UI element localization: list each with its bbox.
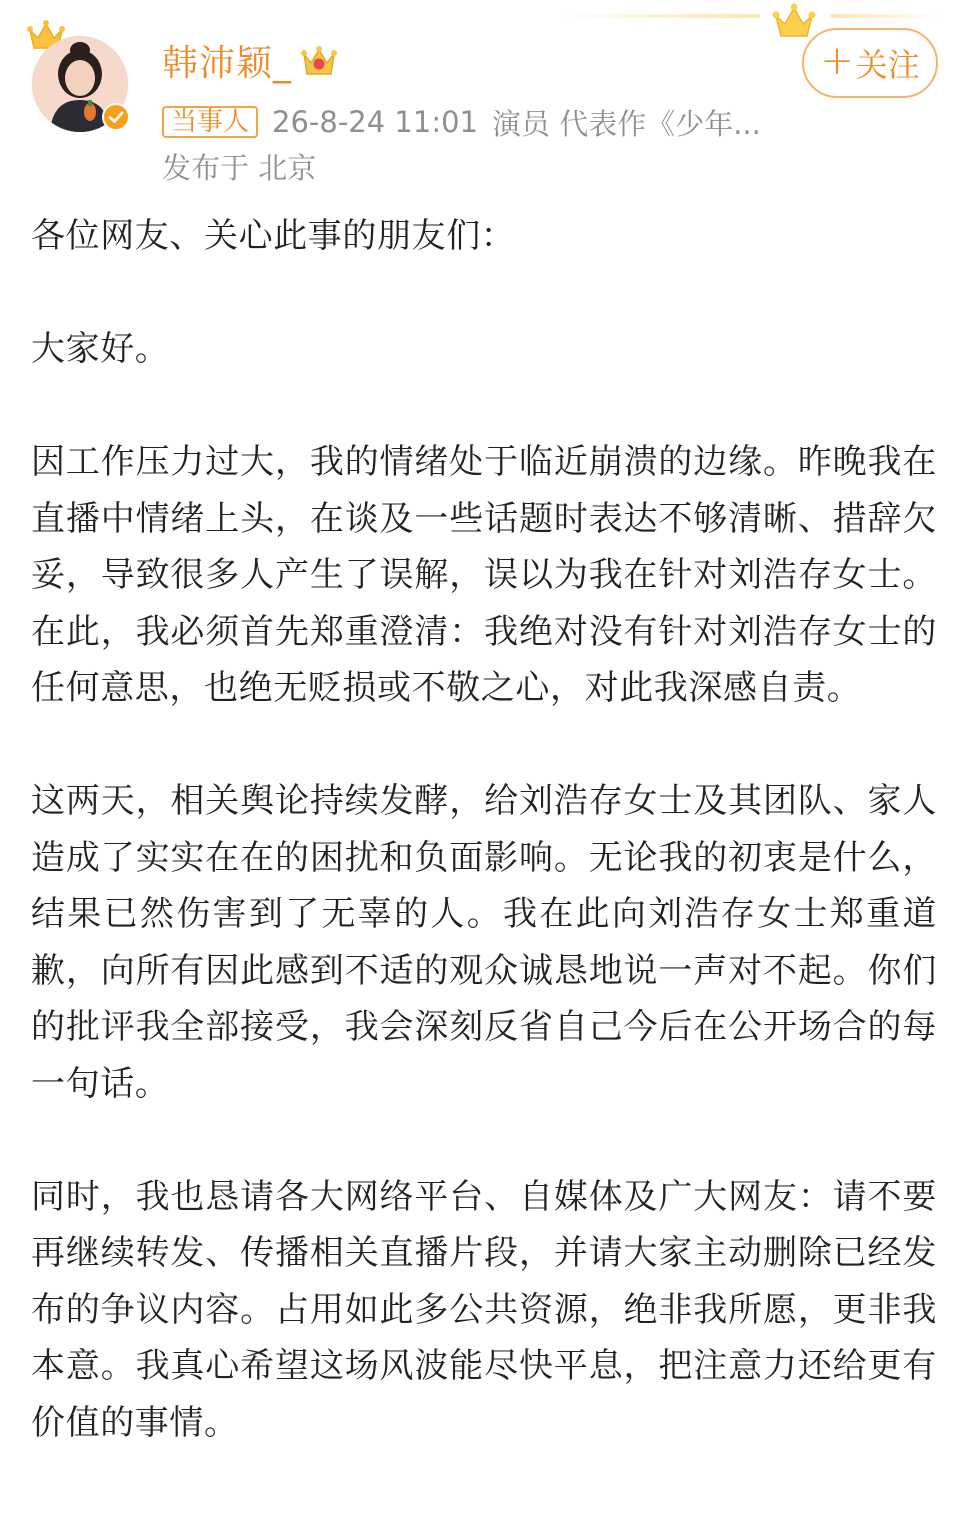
decorative-line (830, 14, 940, 18)
post-location: 发布于 北京 (162, 151, 317, 185)
crown-icon (772, 2, 816, 40)
decorative-line (560, 14, 760, 18)
post-paragraph: 各位网友、关心此事的朋友们： (31, 216, 516, 256)
post-paragraph: 因工作压力过大，我的情绪处于临近崩溃的边缘。昨晚我在直播中情绪上头，在谈及一些话题时表达不够清晰、措辞欠妥，导致很多人产生了误解，误以为我在针对刘浩存女士。在此，我必须首先郑重澄清：我绝对没有针对刘浩存女士的任何意思，也绝无贬损或不敬之心，对此我深感自责。 (31, 442, 937, 708)
post-paragraph: 同时，我也恳请各大网络平台、自媒体及广大网友：请不要再继续转发、传播相关直播片段，并请大家主动删除已经发布的争议内容。占用如此多公共资源，绝非我所愿，更非我本意。我真心希望这场风波能尽快平息，把注意力还给更有价值的事情。 (31, 1176, 937, 1443)
post-content (31, 208, 937, 1451)
user-bio[interactable]: 演员 代表作《少年... (492, 106, 761, 141)
follow-label: 关注 (855, 46, 920, 84)
post-timestamp: 26-8-24 11:01 (272, 105, 478, 139)
post-paragraph: 这两天，相关舆论持续发酵，给刘浩存女士及其团队、家人造成了实实在在的困扰和负面影响。无论我的初衷是什么，结果已然伤害到了无辜的人。我在此向刘浩存女士郑重道歉，向所有因此感到不适的观众诚恳地说一声对不起。你们的批评我全部接受，我会深刻反省自己今后在公开场合的每一句话。 (31, 781, 937, 1104)
post-meta (162, 102, 761, 142)
username[interactable]: 韩沛颖_ (162, 43, 293, 84)
verified-badge-icon (102, 103, 130, 131)
post-header (0, 0, 968, 200)
vip-crown-icon (298, 42, 340, 82)
role-tag: 当事人 (162, 106, 258, 138)
plus-icon: + (820, 38, 854, 84)
follow-button[interactable] (802, 28, 938, 98)
post-paragraph: 大家好。 (31, 329, 170, 369)
